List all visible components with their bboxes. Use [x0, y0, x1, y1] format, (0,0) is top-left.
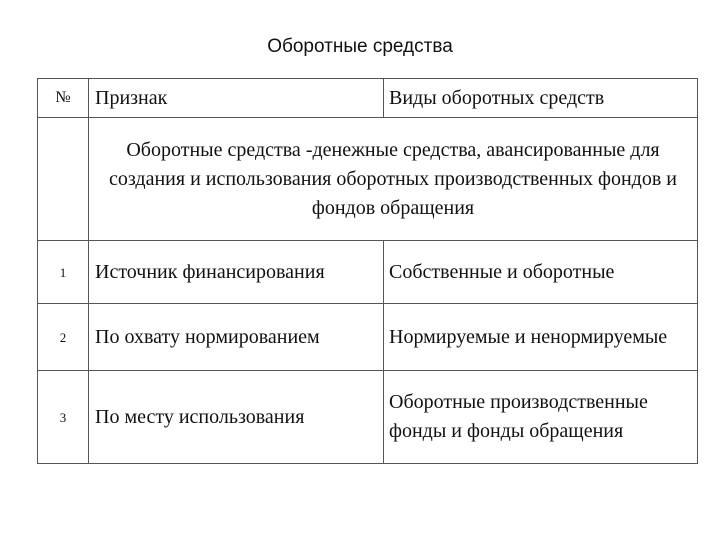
row-attribute: Источник финансирования — [89, 241, 384, 304]
header-attribute: Признак — [89, 79, 384, 118]
table-row — [38, 241, 698, 304]
definition-number-cell — [38, 118, 89, 241]
page-title: Оборотные средства — [267, 36, 453, 57]
row-types: Собственные и оборотные — [384, 241, 698, 304]
header-number: № — [38, 79, 89, 118]
table-header-row — [38, 79, 698, 118]
row-attribute: По месту использования — [89, 371, 384, 464]
working-capital-table — [37, 78, 698, 464]
row-number: 1 — [38, 241, 89, 304]
row-types: Нормируемые и ненормируемые — [384, 304, 698, 371]
row-attribute: По охвату нормированием — [89, 304, 384, 371]
definition-row — [38, 118, 698, 241]
table-row — [38, 371, 698, 464]
definition-text: Оборотные средства -денежные средства, авансированные для создания и использования оборотных производственных фондов и фондов обращения — [89, 118, 698, 241]
row-number: 3 — [38, 371, 89, 464]
table-row — [38, 304, 698, 371]
row-types: Оборотные производственные фонды и фонды обращения — [384, 371, 698, 464]
header-types: Виды оборотных средств — [384, 79, 698, 118]
row-number: 2 — [38, 304, 89, 371]
